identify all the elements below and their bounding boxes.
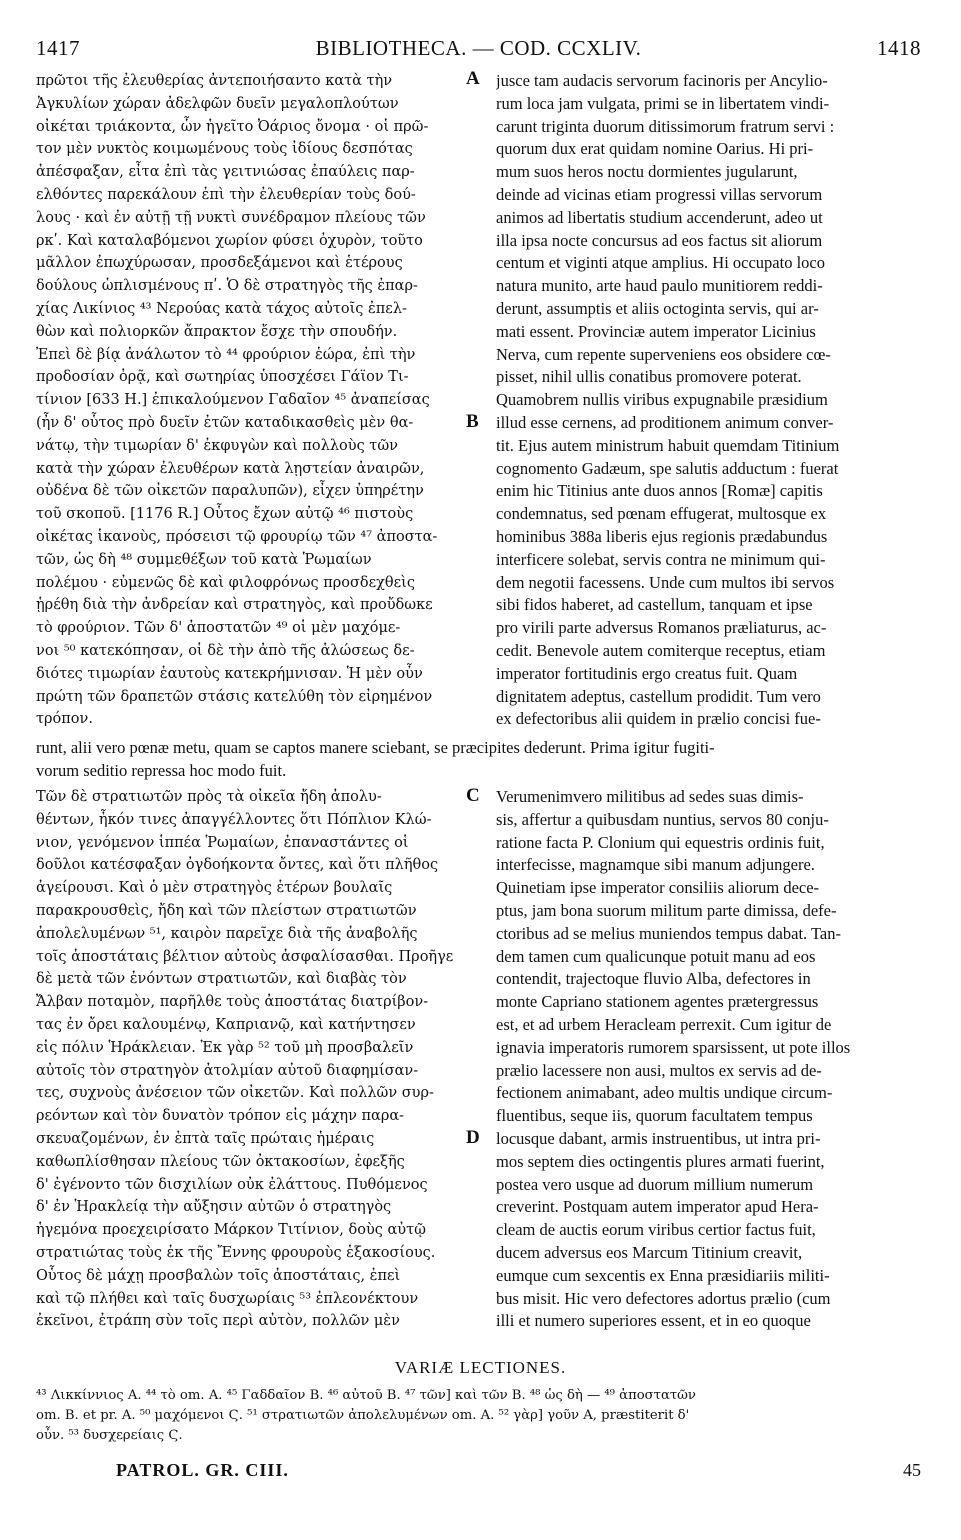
greek-text-line: θὼν καὶ πολιορκῶν ἄπρακτον ἔσχε τὴν σπουδήν. [36, 323, 398, 340]
greek-text-line: τῶν, ὡς δὴ ⁴⁸ συμμεθέξων τοῦ κατὰ Ῥωμαίων [36, 551, 372, 568]
latin-text-line: pro virili parte adversus Romanos præliaturus, ac- [496, 618, 827, 638]
greek-text-line: καὶ τῷ πλήθει καὶ ταῖς δυσχωρίαις ⁵³ ἐπλεονέκτουν [36, 1290, 419, 1307]
greek-text-line: παρακρουσθεὶς, ἤδη καὶ τῶν πλείστων στρατιωτῶν [36, 902, 417, 919]
latin-text-line: monte Capriano stationem agentes prætergressus [496, 992, 819, 1012]
latin-text-line: Quamobrem nullis viribus expugnabile præsidium [496, 390, 828, 410]
greek-text-line: οὐδένα δὲ τῶν οἰκετῶν παραλυπῶν), εἶχεν ὑπηρέτην [36, 483, 424, 500]
latin-text-line: Quinetiam ipse imperator consiliis aliorum dece- [496, 878, 820, 898]
latin-text-line: mos septem dies octingentis plures armati fuerint, [496, 1151, 825, 1171]
full-width-line-2: vorum seditio repressa hoc modo fuit. [36, 761, 287, 780]
latin-text-line: Nerva, cum repente superveniens eos obsidere cœ- [496, 344, 831, 364]
latin-text-line: fluentibus, seque iis, quorum facultatem tempus [496, 1106, 813, 1126]
greek-text-line: διότες τιμωρίαν ἑαυτοὺς κατεκρήμνισαν. Ἡ μὲν οὖν [36, 665, 423, 682]
footer-series-title: PATROL. GR. CIII. [116, 1460, 289, 1480]
latin-text-line: sibi fidos haberet, ad castellum, tanquam et ipse [496, 595, 813, 615]
latin-text-line: hominibus 388a liberis ejus regionis prædabundus [496, 526, 828, 546]
latin-text-line: ctoribus ad se melius muniendos tempus dabat. Tan- [496, 923, 841, 943]
greek-text-line: λους · καὶ ἐν αὐτῇ τῇ νυκτὶ συνέδραμον πλείους τῶν [36, 209, 426, 226]
latin-text-line: bus misit. Hic vero defectores adortus prælio (cum [496, 1288, 831, 1308]
greek-text-line: Ἐπεὶ δὲ βίᾳ ἀνάλωτον τὸ ⁴⁴ φρούριον ἑώρα, ἐπὶ τὴν [36, 346, 416, 363]
page-header [36, 36, 921, 62]
latin-text-line: illa ipsa nocte concursus ad eos factus sit aliorum [496, 230, 823, 250]
latin-text-line: est, et ad urbem Heracleam perrexit. Cum igitur de [496, 1014, 832, 1034]
latin-text-line: deinde ad vicinas etiam progressi villas servorum [496, 184, 823, 204]
greek-text-line: ἀπέσφαξαν, εἶτα ἐπὶ τὰς γειτνιώσας ἐπαύλεις παρ- [36, 164, 415, 181]
latin-text-line: locusque dabant, armis instruentibus, ut intra pri- [496, 1128, 821, 1148]
greek-text-line: σκευαζομένων, ἐν ἑπτὰ ταῖς πρώταις ἡμέραις [36, 1130, 375, 1147]
greek-text-line: ρεόντων καὶ τὸν δυνατὸν τρόπον εἰς μάχην παρα- [36, 1108, 405, 1125]
greek-text-line: ἐκεῖνοι, ἐτράπη σὺν τοῖς περὶ αὐτὸν, πολλῶν μὲν [36, 1313, 400, 1330]
latin-text-line: ignavia imperatoris rumorem sparsissent, ut pote illos [496, 1037, 851, 1057]
margin-marker-a: A [466, 68, 480, 89]
variae-lectiones-title: VARIÆ LECTIONES. [394, 1358, 567, 1377]
variant-note-line: om. B. et pr. A. ⁵⁰ μαχόμενοι Ϛ. ⁵¹ στρατιωτῶν ἀπολελυμένων om. A. ⁵² γὰρ] γοῦν A, præstiterit δ' [36, 1408, 690, 1423]
latin-text-line: tit. Ejus autem ministrum habuit quemdam Titinium [496, 435, 840, 455]
latin-text-line: dem tamen cum qualicunque potuit manu ad eos [496, 946, 816, 966]
greek-text-line: εἰς πόλιν Ἡράκλειαν. Ἐκ γὰρ ⁵² τοῦ μὴ προσβαλεῖν [36, 1039, 414, 1056]
greek-text-line: δούλους ὡπλισμένους πʹ. Ὁ δὲ στρατηγὸς τῆς ἐπαρ- [36, 278, 418, 295]
latin-text-line: pisset, nihil ullis conatibus promovere poterat. [496, 367, 802, 387]
latin-text-line: ex defectoribus alii quidem in prælio concisi fue- [496, 709, 821, 729]
latin-text-line: illi et numero superiores essent, et in eo quoque [496, 1311, 811, 1331]
latin-text-line: carunt triginta duorum ditissimorum fratrum servi : [496, 116, 835, 136]
running-title: BIBLIOTHECA. — COD. CCXLIV. [315, 36, 642, 60]
latin-text-line: creverint. Postquam autem imperator apud Hera- [496, 1197, 819, 1217]
latin-text-line: enim hic Titinius ante duos annos [Romæ] capitis [496, 481, 823, 501]
greek-text-line: πολέμου · εὐμενῶς δὲ καὶ φιλοφρόνως προσδεχθεὶς [36, 574, 415, 591]
latin-text-line: mum suos heros noctu dormientes jugularunt, [496, 162, 798, 182]
latin-text-line: cedit. Benevole autem comiterque receptus, etiam [496, 640, 826, 660]
latin-text-line: ducem adversus eos Marcum Titinium creavit, [496, 1242, 803, 1262]
greek-text-line: τοῦ σκοποῦ. [1176 R.] Οὗτος ἔχων αὐτῷ ⁴⁶ πιστοὺς [36, 506, 414, 523]
greek-text-line: ἀπολελυμένων ⁵¹, καιρὸν παρεῖχε διὰ τῆς ἀναβολῆς [36, 925, 418, 942]
greek-text-line: αὐτοῖς τὸν στρατηγὸν ἀτολμίαν αὐτοῦ διαφημίσαν- [36, 1062, 419, 1079]
greek-text-line: καθωπλίσθησαν πλείους τῶν ὀκτακοσίων, ἐφεξῆς [36, 1153, 405, 1170]
latin-text-line: quorum dux erat quidam nomine Oarius. Hi pri- [496, 139, 814, 159]
margin-marker-c: C [466, 785, 480, 806]
greek-text-line: νοι ⁵⁰ κατεκόπησαν, οἱ δὲ τὴν ἀπὸ τῆς ἁλώσεως δε- [36, 642, 415, 659]
footer-signature: 45 [903, 1460, 921, 1480]
latin-text-line: natura munito, arte haud paulo munitiorem reddi- [496, 276, 823, 296]
greek-text-line: τίνιον [633 H.] ἐπικαλούμενον Γαδαῖον ⁴⁵ ἀναπείσας [36, 392, 430, 409]
greek-text-line: τας ἐν ὄρει καλουμένῳ, Καπριανῷ, καὶ κατήντησεν [36, 1016, 416, 1033]
greek-text-line: νάτῳ, τὴν τιμωρίαν δ' ἐκφυγὼν καὶ πολλοὺς τῶν [36, 437, 398, 454]
latin-text-line: cognomento Gadæum, spe salutis adductum : fuerat [496, 458, 839, 478]
latin-text-line: illud esse cernens, ad proditionem animum conver- [496, 412, 834, 432]
latin-text-line: jusce tam audacis servorum facinoris per Ancylio- [496, 71, 828, 90]
greek-text-line: οἰκέτας ἱκανοὺς, πρόσεισι τῷ φρουρίῳ τῶν ⁴⁷ ἀποστα- [36, 528, 438, 545]
greek-column-bottom [36, 786, 484, 1333]
variant-note-line: οὖν. ⁵³ δυσχερείαις Ϛ. [36, 1428, 183, 1443]
latin-column-top [496, 70, 922, 731]
greek-text-line: τρόπον. [36, 711, 93, 728]
latin-column-bottom [496, 786, 922, 1333]
latin-text-line: interficere solebat, servis contra ne minimum qui- [496, 549, 826, 569]
greek-text-line: πρῶτοι τῆς ἐλευθερίας ἀντεποιήσαντο κατὰ τὴν [36, 73, 393, 89]
latin-text-line: eumque cum sexcentis ex Enna præsidiariis militi- [496, 1265, 830, 1285]
variant-note-line: ⁴³ Λικκίννιος A. ⁴⁴ τὸ om. A. ⁴⁵ Γαδδαῖον B. ⁴⁶ αὐτοῦ B. ⁴⁷ τῶν] καὶ τῶν B. ⁴⁸ ὡς δὴ — ⁴⁹ ἀποστατῶν [36, 1388, 696, 1403]
page-number-right: 1418 [877, 36, 921, 60]
greek-text-line: ελθόντες παρεκάλουν ἐπὶ τὴν ἐλευθερίαν τοὺς δού- [36, 186, 416, 203]
greek-text-line: Ἄλβαν ποταμὸν, παρῆλθε τοὺς ἀποστάτας διατρίβον- [36, 994, 429, 1011]
latin-text-line: rum loca jam vulgata, primi se in libertatem vindi- [496, 93, 830, 113]
greek-text-line: δ' ἐν Ἡρακλείᾳ τὴν αὔξησιν αὐτῶν ὁ στρατηγὸς [36, 1199, 392, 1216]
greek-text-line: νιον, γενόμενον ἱππέα Ῥωμαίων, ἐπαναστάντες οἱ [36, 834, 409, 851]
greek-text-line: τὸ φρούριον. Τῶν δ' ἀποστατῶν ⁴⁹ οἱ μὲν μαχόμε- [36, 620, 401, 637]
greek-text-line: μᾶλλον ἐπωχύρωσαν, προσδεξάμενοι καὶ ἑτέρους [36, 255, 403, 272]
latin-text-line: dem negotii facessens. Unde cum multos ibi servos [496, 572, 835, 592]
greek-text-line: στρατιώτας τοὺς ἐκ τῆς Ἔννης φρουροὺς ἑξακοσίους. [36, 1244, 436, 1261]
page-footer [36, 1460, 921, 1486]
greek-text-line: ᾑρέθη διὰ τὴν ἀνδρείαν καὶ στρατηγὸς, καὶ προὔδωκε [36, 597, 433, 614]
latin-text-line: ratione facta P. Clonium qui equestris ordinis fuit, [496, 832, 825, 852]
page-number-left: 1417 [36, 36, 80, 60]
latin-text-line: sis, affertur a quibusdam nuntius, servos 80 conju- [496, 809, 829, 829]
margin-marker-d: D [466, 1127, 480, 1148]
greek-text-line: τες, συχνοὺς ἀνέσειον τῶν οἰκετῶν. Καὶ πολλῶν συρ- [36, 1085, 434, 1102]
greek-text-line: δ' ἐγένοντο τῶν δισχιλίων οὐκ ἐλάττους. Πυθόμενος [36, 1176, 428, 1193]
greek-text-line: (ἦν δ' οὗτος πρὸ δυεῖν ἐτῶν καταδικασθεὶς μὲν θα- [36, 414, 414, 431]
variae-lectiones-notes [36, 1386, 926, 1446]
margin-marker-b: B [466, 411, 479, 432]
greek-text-line: τοῖς ἀποστάταις βέλτιον αὐτοὺς ἀσφαλίσασθαι. Προῆγε [36, 948, 454, 965]
greek-text-line: Οὗτος δὲ μάχῃ προσβαλὼν τοῖς ἀποστάταις, ἐπεὶ [36, 1267, 401, 1284]
latin-text-line: dignitatem adeptus, castellum prodidit. Tum vero [496, 686, 821, 706]
latin-text-line: interfecisse, magnamque sibi manum adjungere. [496, 855, 815, 875]
greek-text-line: Ἀγκυλίων χώραν ἀδελφῶν δυεῖν μεγαλοπλούτων [36, 95, 399, 112]
greek-text-line: ἡγεμόνα προεχειρίσατο Μάρκον Τιτίνιον, δοὺς αὐτῷ [36, 1222, 426, 1239]
greek-text-line: ἀγείρουσι. Καὶ ὁ μὲν στρατηγὸς ἑτέρων βουλαῖς [36, 880, 393, 897]
latin-text-line: imperator fortitudinis ergo creatus fuit. Quam [496, 663, 798, 683]
greek-text-line: δοῦλοι κατέσφαξαν ὀγδοήκοντα ὄντες, καὶ ὅτι πλῆθος [36, 857, 439, 874]
greek-text-line: πρώτη τῶν δραπετῶν στάσις κατελύθη τὸν εἰρημένον [36, 688, 433, 705]
latin-text-line: derunt, assumptis et aliis octoginta servis, qui ar- [496, 298, 819, 318]
latin-text-line: Verumenimvero militibus ad sedes suas dimis- [496, 787, 804, 806]
greek-column-top [36, 70, 484, 731]
greek-text-line: τον μὲν νυκτὸς κοιμωμένους τοὺς ἰδίους δεσπότας [36, 141, 413, 158]
latin-text-line: condemnatus, sed pœnam effugerat, multosque ex [496, 504, 827, 524]
latin-text-line: ptus, jam bona suorum militum parte dimissa, defe- [496, 900, 837, 920]
latin-text-line: contendit, trajectoque fluvio Alba, defectores in [496, 969, 811, 989]
greek-text-line: Τῶν δὲ στρατιωτῶν πρὸς τὰ οἰκεῖα ἤδη ἀπολυ- [36, 789, 382, 805]
greek-text-line: θέντων, ἧκόν τινες ἀπαγγέλλοντες ὅτι Πόπλιον Κλώ- [36, 811, 432, 828]
latin-text-line: centum et viginti atque amplius. Hi occupato loco [496, 253, 826, 273]
full-width-line-1: runt, alii vero pœnæ metu, quam se captos manere sciebant, se præcipites dederunt. Prima igitur fugiti- [36, 738, 715, 757]
greek-text-line: οἰκέται τριάκοντα, ὧν ἡγεῖτο Ὀάριος ὄνομα · οἱ πρῶ- [36, 118, 429, 135]
latin-text-line: mati essent. Provinciæ autem imperator Licinius [496, 321, 816, 341]
greek-text-line: χίας Λικίνιος ⁴³ Νερούας κατὰ τάχος αὐτοῖς ἐπελ- [36, 300, 407, 317]
greek-text-line: προδοσίαν ὁρᾷ, καὶ σωτηρίας ὑποσχέσει Γάϊον Τι- [36, 369, 409, 386]
greek-text-line: δὲ μετὰ τῶν ἐνόντων στρατιωτῶν, καὶ διαβὰς τὸν [36, 971, 407, 988]
latin-text-line: postea vero usque ad duorum millium numerum [496, 1174, 814, 1194]
latin-text-line: animos ad libertatis studium accenderunt, adeo ut [496, 207, 823, 227]
greek-text-line: ρκʹ. Καὶ καταλαβόμενοι χωρίον φύσει ὀχυρὸν, τοῦτο [36, 232, 423, 249]
greek-text-line: κατὰ τὴν χώραν ἐλευθέρων κατὰ λῃστείαν ἀναιρῶν, [36, 460, 425, 477]
latin-text-line: fectionem animabant, adeo multis undique circum- [496, 1083, 833, 1103]
latin-text-line: prælio lacessere non ausi, multos ex servis ad de- [496, 1060, 822, 1080]
latin-text-line: cleam de auctis eorum viribus certior factus fuit, [496, 1220, 816, 1240]
